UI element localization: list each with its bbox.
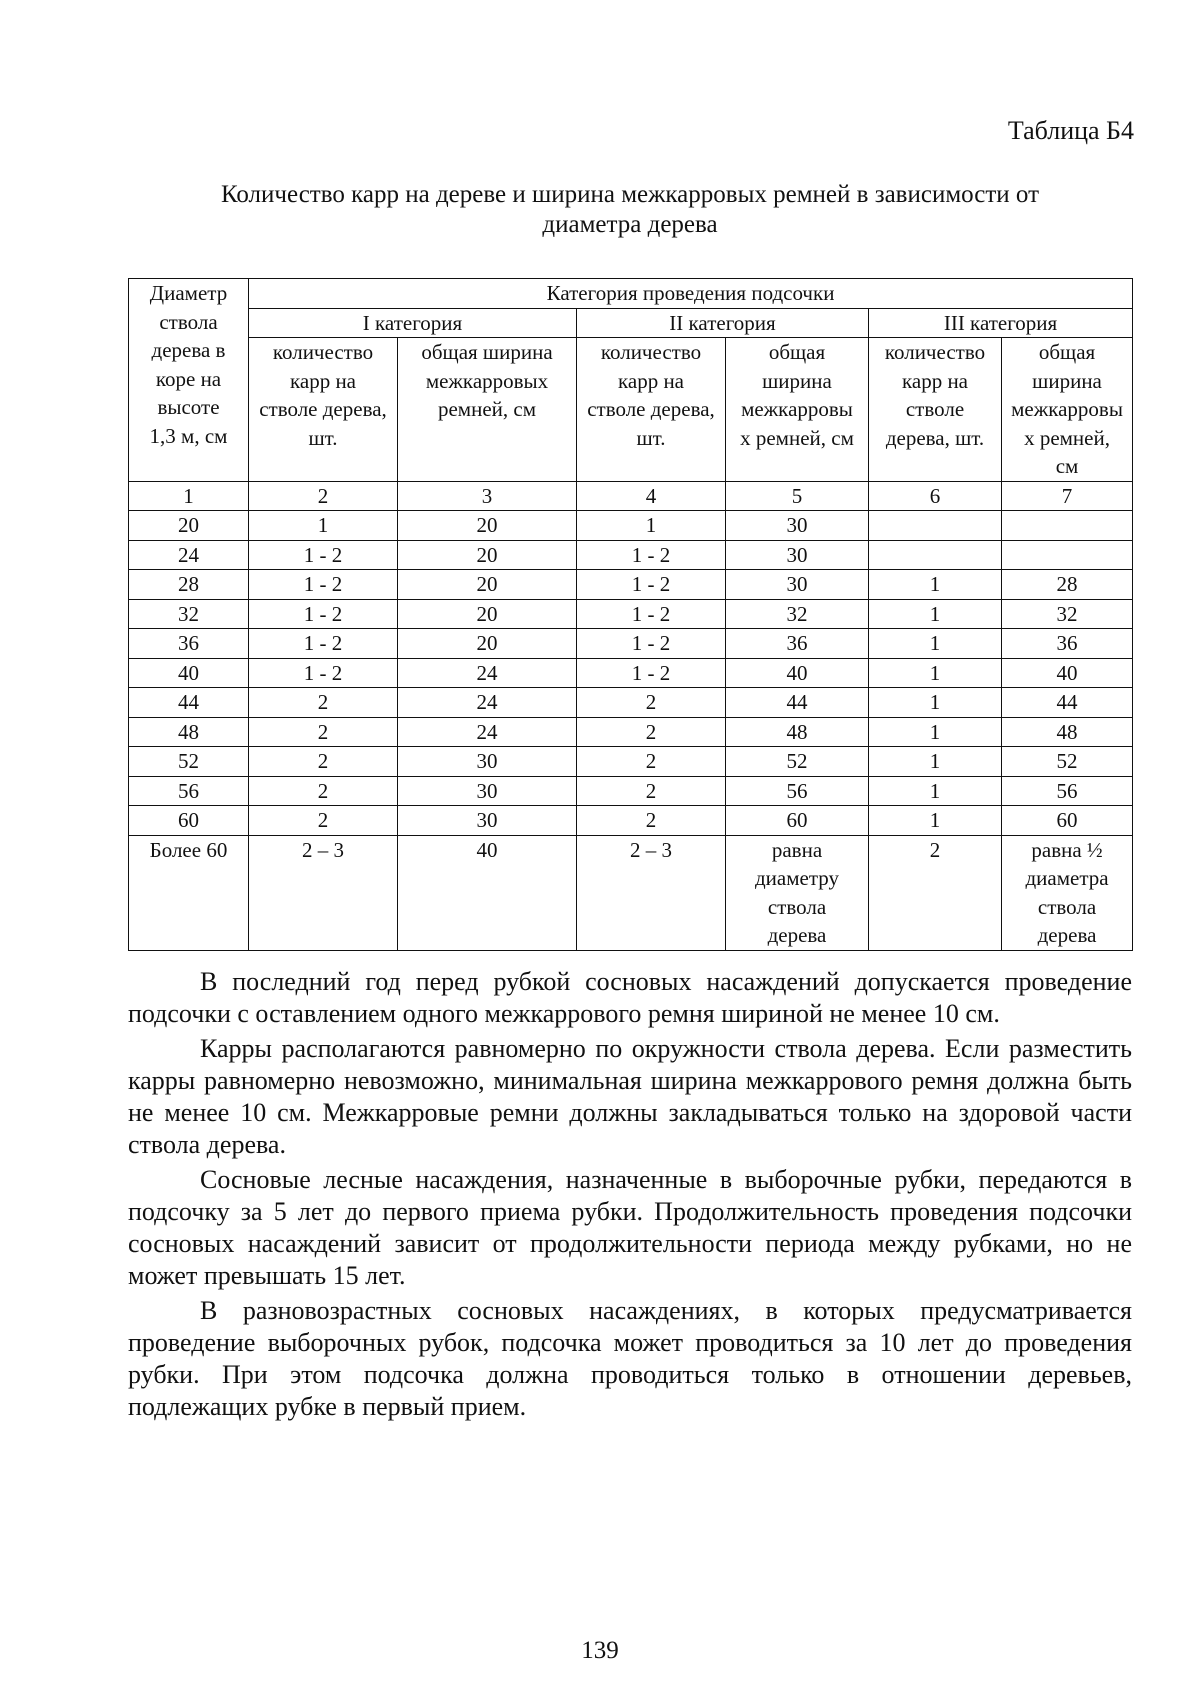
table-cell: 28 [1002,570,1133,600]
column-number: 6 [869,481,1002,511]
table-row [129,776,1133,806]
table-cell: 30 [726,540,869,570]
table-cell: 2 [577,806,726,836]
table-header-row [129,279,1133,309]
table-cell: 36 [726,629,869,659]
table-cell: 36 [1002,629,1133,659]
table-cell: 30 [398,776,577,806]
table-cell: 1 [869,629,1002,659]
table-title [130,180,1130,240]
column-number: 2 [249,481,398,511]
table-cell: 48 [1002,717,1133,747]
diameter-header [129,279,249,482]
cell-line: ремней, см [437,397,537,421]
table-cell [1002,511,1133,541]
cell-line: межкарровы [1011,397,1123,421]
table-row [129,599,1133,629]
table-cell: 24 [398,717,577,747]
table-cell: 44 [1002,688,1133,718]
table-cell: 2 [249,776,398,806]
cell-line: равна ½ [1031,837,1103,862]
table-cell: 56 [129,776,249,806]
cell-line: Более 60 [149,837,228,862]
cell-line: общая ширина [421,340,553,364]
category-header: I категория [249,308,577,338]
table-cell: 20 [398,570,577,600]
table-cell: 30 [398,747,577,777]
cell-line: 1,3 м, см [149,423,228,448]
table-cell [726,835,869,950]
table-cell: 28 [129,570,249,600]
cell-line: коре на [155,366,222,391]
table-cell: 1 - 2 [577,540,726,570]
table-cell: 24 [129,540,249,570]
cell-line: ствола [767,894,827,919]
cell-line: количество [600,340,702,364]
table-cell: 1 - 2 [249,570,398,600]
column-number: 3 [398,481,577,511]
table-cell: 1 - 2 [249,658,398,688]
cell-line: стволе [905,397,965,421]
table-cell: 1 [249,511,398,541]
cell-line: см [1055,454,1079,478]
table-cell: 40 [129,658,249,688]
table-cell: 60 [726,806,869,836]
table-cell: 1 - 2 [249,540,398,570]
column-header [249,338,398,482]
table-cell: 1 [869,806,1002,836]
table-cell: 20 [398,540,577,570]
table-cell: 30 [398,806,577,836]
table-cell [249,835,398,950]
table-row [129,835,1133,950]
table-cell: 56 [1002,776,1133,806]
table-cell: 2 [249,688,398,718]
paragraph: В последний год перед рубкой сосновых насаждений допускается проведение подсочки с оставлением одного межкаррового ремня шириной не менее 10 см. [128,967,1132,1028]
table-cell: 52 [1002,747,1133,777]
table-row [129,806,1133,836]
column-header [1002,338,1133,482]
column-number: 7 [1002,481,1133,511]
cell-line: ширина [762,368,832,393]
table-cell: 1 [869,776,1002,806]
cell-line: межкарровых [425,368,549,393]
table-cell [398,835,577,950]
table-cell [1002,540,1133,570]
table-cell: 1 [577,511,726,541]
cell-line: ширина [1032,368,1102,393]
table-cell: 2 [577,717,726,747]
table-subheader-row [129,338,1133,482]
data-table [128,278,1133,951]
table-header-row [129,308,1133,338]
table-cell: 32 [1002,599,1133,629]
paragraph: Карры располагаются равномерно по окружности ствола дерева. Если разместить карры равномерно невозможно, минимальная ширина межкаррового ремня должна быть не менее 10 см. Межкарровые ремни должны закладываться только на здоровой части ствола дерева. [128,1034,1132,1159]
cell-line: дерева [767,923,827,947]
table-cell: 32 [129,599,249,629]
cell-line: общая [1038,340,1096,364]
table-cell: 56 [726,776,869,806]
category-group-header: Категория проведения подсочки [249,279,1133,309]
cell-line: количество [884,340,986,364]
column-header [398,338,577,482]
column-number: 1 [129,481,249,511]
column-number: 4 [577,481,726,511]
table-cell: 24 [398,658,577,688]
paragraph: Сосновые лесные насаждения, назначенные в выборочные рубки, передаются в подсочку за 5 лет до первого приема рубки. Продолжительность проведения подсочки сосновых насаждений зависит от продолжительности периода между рубками, но не может превышать 15 лет. [128,1165,1132,1290]
table-cell [869,835,1002,950]
body-text [128,966,1132,1426]
cell-line: дерева, шт. [885,425,985,450]
table-cell: 1 [869,570,1002,600]
cell-line: 2 – 3 [302,837,344,862]
cell-line: шт. [308,425,338,450]
cell-line: стволе дерева, [587,397,715,421]
table-cell: 1 [869,688,1002,718]
table-cell: 60 [1002,806,1133,836]
cell-line: ствола [1037,894,1097,919]
category-header: III категория [869,308,1133,338]
table-cell: 1 - 2 [577,629,726,659]
table-cell: 48 [129,717,249,747]
cell-line: диаметра [1025,866,1109,890]
table-cell: 60 [129,806,249,836]
table-cell: 2 [249,717,398,747]
table-cell: 52 [129,747,249,777]
table-cell: 30 [726,511,869,541]
table-cell: 1 - 2 [249,599,398,629]
table-row [129,688,1133,718]
table-row [129,570,1133,600]
table-row [129,658,1133,688]
table-cell: 1 - 2 [577,570,726,600]
cell-line: дерева [1037,923,1097,947]
table-row [129,747,1133,777]
cell-line: карр на [901,368,968,393]
table-label: Таблица Б4 [1007,116,1134,145]
table-title-line: диаметра дерева [542,211,718,238]
column-header [869,338,1002,482]
table-cell: 40 [1002,658,1133,688]
column-number-row [129,481,1133,511]
cell-line: равна [771,837,823,862]
category-header: II категория [577,308,869,338]
column-number: 5 [726,481,869,511]
table-cell: 2 [577,747,726,777]
table-cell [577,835,726,950]
table-row [129,629,1133,659]
cell-line: шт. [636,425,666,450]
table-cell: 36 [129,629,249,659]
cell-line: диаметру [754,866,839,890]
table-cell: 20 [398,599,577,629]
table-cell: 40 [726,658,869,688]
table-cell: 1 [869,747,1002,777]
table-cell [869,540,1002,570]
table-cell: 1 [869,717,1002,747]
table-cell: 2 [577,776,726,806]
cell-line: количество [272,340,374,364]
cell-line: общая [768,340,826,364]
table-cell: 1 - 2 [249,629,398,659]
column-header [577,338,726,482]
page-number: 139 [581,1637,619,1664]
table-cell: 24 [398,688,577,718]
table-title-line: Количество карр на дереве и ширина межкарровых ремней в зависимости от [220,181,1040,208]
table-cell: 1 [869,658,1002,688]
cell-line: карр на [617,368,684,393]
table-cell: 48 [726,717,869,747]
table-cell [1002,835,1133,950]
table-cell: 1 - 2 [577,599,726,629]
cell-line: х ремней, см [740,425,854,450]
table-cell: 2 [249,806,398,836]
table-cell: 32 [726,599,869,629]
table-row [129,511,1133,541]
cell-line: межкарровы [741,397,853,421]
table-cell [869,511,1002,541]
cell-line: 2 – 3 [630,837,672,862]
table-cell: 52 [726,747,869,777]
table-cell: 1 [869,599,1002,629]
table-cell: 20 [398,629,577,659]
cell-line: стволе дерева, [259,397,387,421]
table-row [129,540,1133,570]
cell-line: ствола [159,309,218,334]
cell-line: карр на [289,368,356,393]
cell-line: 40 [476,837,498,862]
cell-line: х ремней, [1024,425,1110,450]
table-cell: 44 [129,688,249,718]
cell-line: 2 [929,837,941,862]
cell-line: высоте [157,395,220,419]
table-cell: 30 [726,570,869,600]
table-cell: 2 [249,747,398,777]
table-row [129,717,1133,747]
table-cell: 1 - 2 [577,658,726,688]
table-cell: 2 [577,688,726,718]
table-cell: 20 [398,511,577,541]
table-cell: 44 [726,688,869,718]
cell-line: дерева в [151,338,226,362]
column-header [726,338,869,482]
table-cell: 20 [129,511,249,541]
paragraph: В разновозрастных сосновых насаждениях, в которых предусматривается проведение выборочных рубок, подсочка может проводиться за 10 лет до проведения рубки. При этом подсочка должна проводиться только в отношении деревьев, подлежащих рубке в первый прием. [128,1296,1132,1421]
table-cell [129,835,249,950]
cell-line: Диаметр [149,281,228,305]
